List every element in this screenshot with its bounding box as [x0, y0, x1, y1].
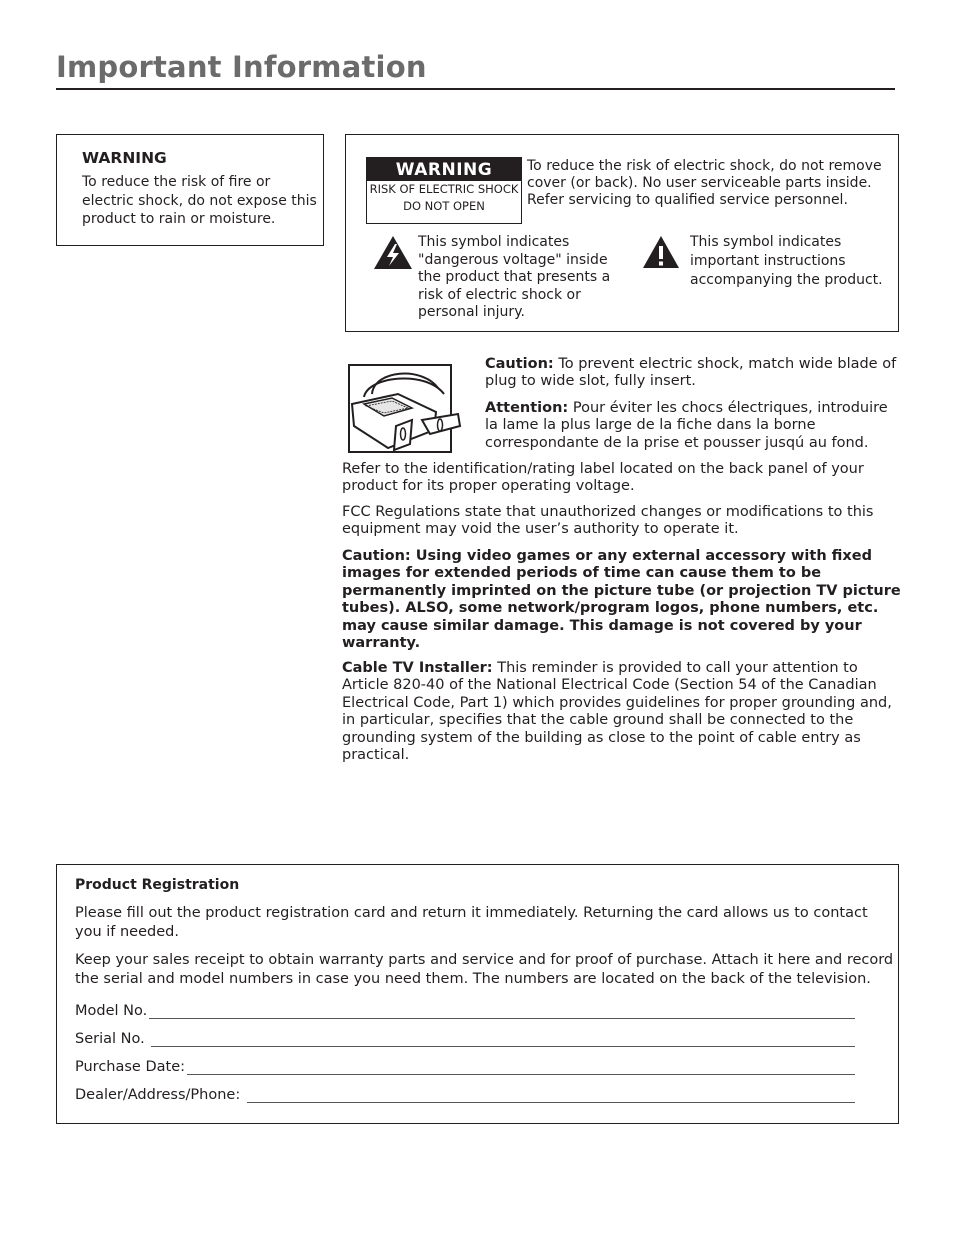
shock-warning-text: To reduce the risk of electric shock, do not remove cover (or back). No user serviceable parts inside. Refer servicing to qualified service personnel.: [527, 158, 882, 208]
registration-heading: Product Registration: [75, 877, 240, 893]
serial-number-field[interactable]: [75, 1027, 855, 1047]
warning-label-line1: RISK OF ELECTRIC SHOCK: [369, 182, 519, 196]
voltage-symbol-text: This symbol indicates "dangerous voltage" inside the product that presents a risk of electric shock or personal injury.: [418, 234, 611, 320]
video-games-caution: Caution: Using video games or any external accessory with fixed images for extended periods of time can cause them to be permanently imprinted on the picture tube (or projection TV picture tubes). ALSO, some network/program logos, phone numbers, etc. may cause similar damage. This damage is not covered by your warranty.: [342, 548, 901, 652]
plug-caution-label: Caution:: [485, 356, 554, 372]
title-rule: [56, 88, 895, 90]
dealer-info-field[interactable]: [75, 1083, 855, 1103]
model-number-field[interactable]: [75, 999, 855, 1019]
lightning-triangle-icon: [373, 235, 413, 270]
plug-attention-label: Attention:: [485, 400, 569, 416]
shock-warning-box: [345, 134, 899, 332]
purchase-date-field[interactable]: [75, 1055, 855, 1075]
warning-label-heading: WARNING: [367, 158, 521, 181]
cable-installer-label: Cable TV Installer:: [342, 660, 493, 676]
page-title: Important Information: [56, 50, 427, 84]
exclamation-triangle-icon: [642, 235, 680, 269]
fire-warning-text: To reduce the risk of fire or electric shock, do not expose this product to rain or moisture.: [82, 174, 317, 227]
plug-attention: [485, 400, 899, 452]
polarized-plug-illustration: [348, 364, 464, 454]
cable-installer-note: [342, 660, 904, 764]
serial-number-label: Serial No.: [75, 1031, 150, 1047]
cable-installer-text: This reminder is provided to call your attention to Article 820-40 of the National Electrical Code (Section 54 of the Canadian Electrical Code, Part 1) which provides guidelines for proper grounding and, in particular, specifies that the cable ground shall be connected to the grounding system of the building as close to the point of cable entry as practical.: [342, 660, 892, 764]
plug-attention-text: Pour éviter les chocs électriques, introduire la lame la plus large de la fiche dans la borne correspondante de la prise et pousser jusqú au fond.: [485, 400, 888, 451]
fire-warning-heading: WARNING: [82, 149, 167, 167]
warning-label: [366, 157, 522, 224]
instructions-symbol-text: This symbol indicates important instructions accompanying the product.: [690, 234, 883, 288]
rating-label-text: Refer to the identification/rating label located on the back panel of your product for its proper operating voltage.: [342, 461, 864, 495]
warning-label-line2: DO NOT OPEN: [403, 199, 485, 213]
plug-caution-text: To prevent electric shock, match wide blade of plug to wide slot, fully insert.: [485, 356, 897, 390]
registration-para1: Please fill out the product registration card and return it immediately. Returning the card allows us to contact you if needed.: [75, 905, 868, 940]
purchase-date-label: Purchase Date:: [75, 1059, 185, 1075]
plug-caution: [485, 356, 899, 391]
product-registration-box: [56, 864, 899, 1124]
model-number-label: Model No.: [75, 1003, 148, 1019]
fcc-text: FCC Regulations state that unauthorized changes or modifications to this equipment may void the user’s authority to operate it.: [342, 504, 874, 538]
dealer-info-label: Dealer/Address/Phone:: [75, 1087, 245, 1103]
registration-para2: Keep your sales receipt to obtain warranty parts and service and for proof of purchase. Attach it here and record the serial and model numbers in case you need them. The numbers are located on the back of the television.: [75, 952, 894, 987]
fire-warning-box: [56, 134, 324, 246]
